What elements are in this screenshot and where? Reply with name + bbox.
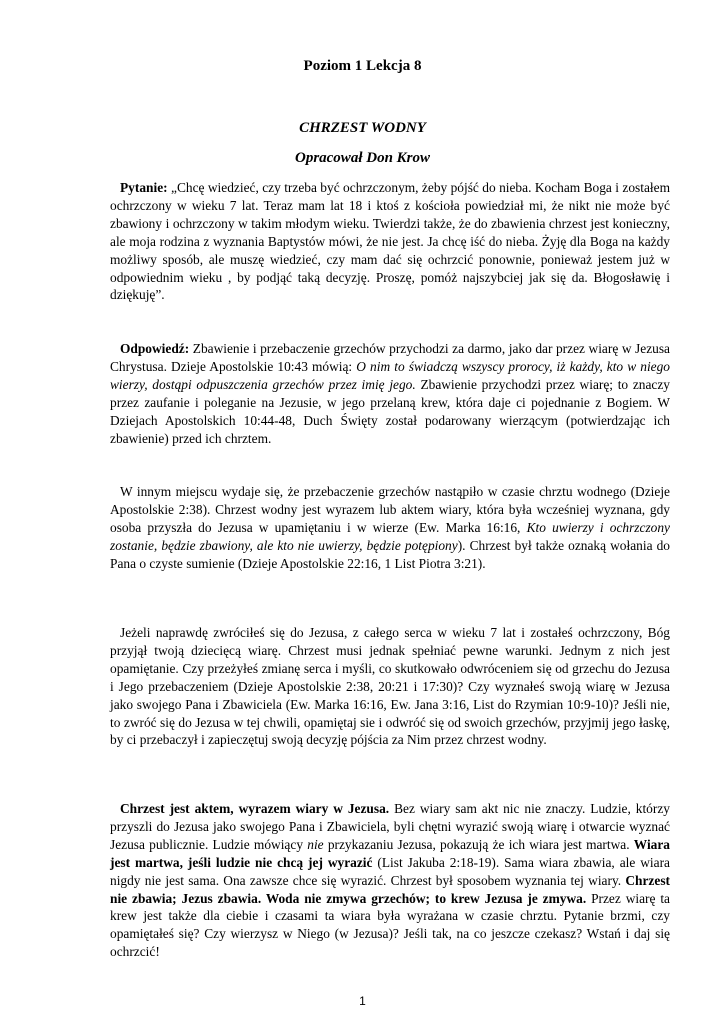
answer-quote: O nim to świadczą wszyscy prorocy, iż każdy, kto w niego wierzy, dostąpi odpuszczenia grzechów przez imię jego. [110,358,671,392]
baptism-text-2: przykazaniu Jezusa, pokazują że ich wiara jest martwa. [323,836,634,852]
answer-text-2: Zbawienie przychodzi przez wiarę; to znaczy przez zaufanie i poleganie na Jezusie, w jego przelaną krew, która daje ci pojednanie z Bogiem. W Dziejach Apostolskich 10:44-48, Duch Święty został podarowany wierzącym (potwierdzając ich zbawienie) przed ich chrztem. [110,376,671,446]
lesson-heading: Poziom 1 Lekcja 8 [303,58,422,74]
baptism-act-paragraph [110,800,670,961]
if-turned-text: Jeżeli naprawdę zwróciłeś się do Jezusa, z całego serca w wieku 7 lat i zostałeś ochrzczony, Bóg przyjął twoją dziecięcą wiarę. Chrzest musi jednak spełniać pewne warunki. Jednym z nich jest opamiętanie. Czy przeżyłeś zmianę serca i myśli, co skutkowało odwróceniem się od grzechu do Jezusa i Jego przebaczeniem (Dzieje Apostolskie 2:38, 20:21 i 17:30)? Czy wyznałeś swoją wiarę w Jezusa jako swojego Pana i Zbawiciela (Ew. Marka 16:16, Ew. Jana 3:16, List do Rzymian 10:9-10)? Jeśli nie, to zwróć się do Jezusa w tej chwili, opamiętaj sie i odwróć się od swoich grzechów, przyjmij jego łaskę, by ci przebaczył i zapieczętuj swoją decyzję pójścia za Nim przez chrzest wodny. [110,625,670,748]
elsewhere-paragraph [110,483,670,573]
document-author: Opracował Don Krow [294,150,431,166]
elsewhere-text-1: W innym miejscu wydaje się, że przebaczenie grzechów nastąpiło w czasie chrztu wodnego (Dzieje Apostolskie 2:38). Chrzest wodny jest wyrazem lub aktem wiary, która była wcześniej wyznana, gdy osoba przyszła do Jezusa w upamiętaniu i w wierze (Ew. Marka 16:16, [110,484,670,535]
baptism-text-4: Przez wiarę ta krew jest także dla ciebie i czasami ta wiara była wyrażana w czasie chrztu. Pytanie brzmi, czy opamiętałeś się? Czy wierzysz w Niego (w Jezusa)? Jeśli tak, na co jeszcze czekasz? Wstań i daj się ochrzcić! [110,890,670,960]
baptism-nie: nie [307,836,324,852]
if-turned-paragraph [110,624,670,749]
document-title: CHRZEST WODNY [299,120,426,136]
elsewhere-text-2: ). Chrzest był także oznaką wołania do Pana o czyste sumienie (Dzieje Apostolskie 22:16, 1 List Piotra 3:21). [110,537,670,571]
answer-text-1: Zbawienie i przebaczenie grzechów przychodzi za darmo, jako dar przez wiarę w Jezusa Chrystusa. Dzieje Apostolskie 10:43 mówią: [110,341,670,374]
question-text: „Chcę wiedzieć, czy trzeba być ochrzczonym, żeby pójść do nieba. Kocham Boga i zostałem ochrzczony w wieku 7 lat. Teraz mam lat 18 i ktoś z kościoła powiedział mi, że nikt nie może być zbawiony i ochrzczony w takim młodym wieku. Twierdzi także, że do zbawienia chrzest jest konieczny, ale moja rodzina z wyznania Baptystów mówi, że nie jest. Ja chcę iść do nieba. Żyję dla Boga na każdy możliwy sposób, ale muszę wiedzieć, czy mam dać się ochrzcić ponownie, ponieważ jestem już w odpowiednim wieku , by podjąć taką decyzję. Proszę, pomóż najszybciej jak się da. Błogosławię i dziękuję”. [110,180,670,303]
elsewhere-quote: Kto uwierzy i ochrzczony zostanie, będzie zbawiony, ale kto nie uwierzy, będzie potępiony [110,519,670,553]
question-label: Pytanie: [120,180,168,195]
baptism-text-1: Bez wiary sam akt nic nie znaczy. Ludzie, którzy przyszli do Jezusa jako swojego Pana i Zbawiciela, byli chętni wyrazić swoją wiarę i otwarcie wyznać Jezusa publicznie. Ludzie mówiący [110,801,670,852]
baptism-text-3: (List Jakuba 2:18-19). Sama wiara zbawia, ale wiara nigdy nie jest sama. Ona zawsze chce się wyrazić. Chrzest był sposobem wyznania tej wiary. [110,854,670,888]
question-paragraph [110,179,670,304]
answer-paragraph [110,340,670,447]
baptism-bold-1: Chrzest jest aktem, wyrazem wiary w Jezusa. [120,801,390,816]
page-number: 1 [359,994,366,1008]
baptism-bold-3: Chrzest nie zbawia; Jezus zbawia. Woda nie zmywa grzechów; to krew Jezusa je zmywa. [110,872,670,906]
baptism-bold-2: Wiara jest martwa, jeśli ludzie nie chcą jej wyrazić [110,836,670,870]
answer-label: Odpowiedź: [120,341,190,356]
